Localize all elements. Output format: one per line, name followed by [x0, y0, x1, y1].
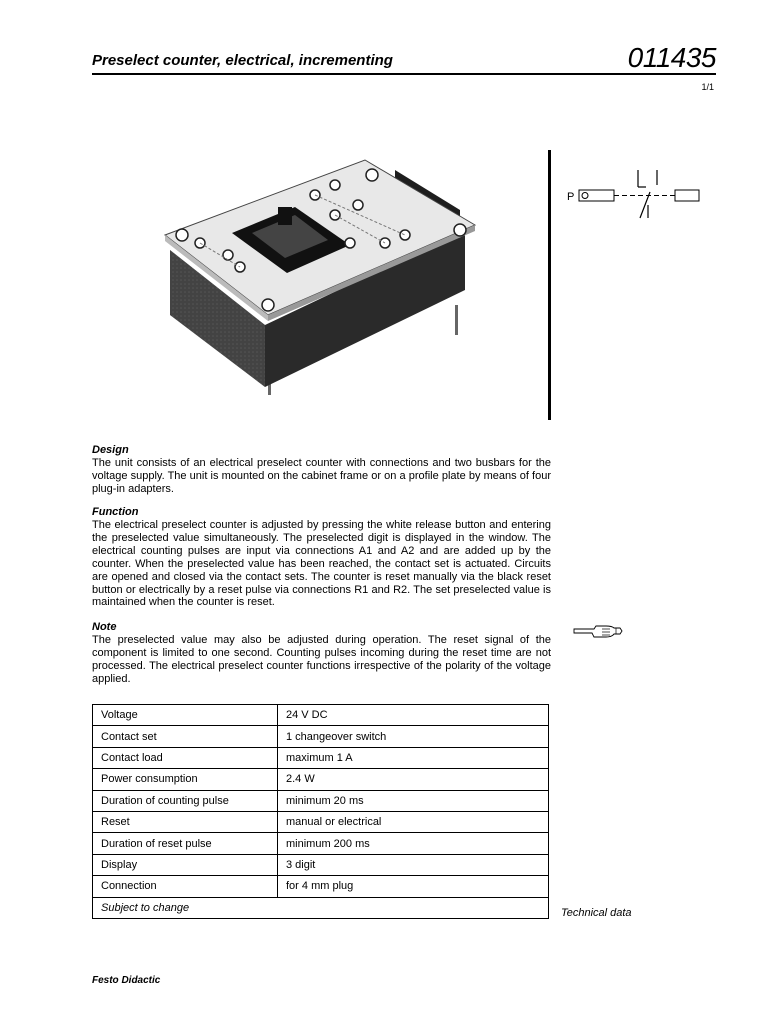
circuit-symbol — [562, 160, 707, 230]
table-row — [93, 747, 549, 768]
design-body: The unit consists of an electrical preselect counter with connections and two busbars for the voltage supply. The unit is mounted on the cabinet frame or on a profile plate by means of four plug-in adapters. — [92, 457, 551, 495]
photo-divider — [548, 150, 551, 420]
design-heading: Design — [92, 444, 129, 456]
spec-value: for 4 mm plug — [278, 876, 549, 897]
spec-value: minimum 20 ms — [278, 790, 549, 811]
table-row — [93, 769, 549, 790]
symbol-label: P — [567, 191, 575, 203]
table-row — [93, 790, 549, 811]
technical-data-table — [92, 704, 549, 919]
function-section — [92, 506, 551, 609]
table-row — [93, 854, 549, 875]
document-number: 011435 — [627, 42, 716, 73]
pointing-hand-icon — [572, 622, 624, 640]
spec-label: Power consumption — [93, 769, 278, 790]
spec-label: Contact load — [93, 747, 278, 768]
table-row — [93, 726, 549, 747]
spec-value: maximum 1 A — [278, 747, 549, 768]
page-count: 1/1 — [701, 82, 714, 92]
spec-label: Reset — [93, 811, 278, 832]
spec-label: Contact set — [93, 726, 278, 747]
title-rule — [92, 73, 716, 75]
product-photo — [160, 155, 480, 405]
note-body: The preselected value may also be adjusted during operation. The reset signal of the component is limited to one second. Counting pulses incoming during the reset time are not processed. The electrical preselect counter functions irrespective of the polarity of the voltage applied. — [92, 634, 551, 685]
spec-label: Duration of counting pulse — [93, 790, 278, 811]
spec-value: 2.4 W — [278, 769, 549, 790]
spec-label: Connection — [93, 876, 278, 897]
spec-label: Display — [93, 854, 278, 875]
spec-value: 1 changeover switch — [278, 726, 549, 747]
note-heading: Note — [92, 621, 117, 633]
note-section — [92, 621, 551, 686]
spec-value: minimum 200 ms — [278, 833, 549, 854]
spec-value: 3 digit — [278, 854, 549, 875]
spec-value: 24 V DC — [278, 705, 549, 726]
function-heading: Function — [92, 506, 139, 518]
spec-value: manual or electrical — [278, 811, 549, 832]
table-row — [93, 705, 549, 726]
design-section — [92, 444, 551, 496]
subject-to-change-note: Subject to change — [93, 897, 549, 918]
spec-label: Duration of reset pulse — [93, 833, 278, 854]
table-row — [93, 811, 549, 832]
table-row — [93, 833, 549, 854]
document-title: Preselect counter, electrical, incrementing — [92, 52, 393, 69]
technical-data-caption: Technical data — [561, 907, 632, 919]
table-note-row — [93, 897, 549, 918]
function-body: The electrical preselect counter is adjusted by pressing the white release button and entering the preselected value simultaneously. The preselected digit is displayed in the window. The electrical counting pulses are input via connections A1 and A2 and are added up by the counter. When the preselected value has been reached, the contact set is actuated. Circuits are opened and closed via the contact sets. The counter is reset manually via the black reset button or electrically by a reset pulse via connections R1 and R2. The set preselected value is maintained when the counter is reset. — [92, 519, 551, 609]
spec-label: Voltage — [93, 705, 278, 726]
table-row — [93, 876, 549, 897]
footer-publisher: Festo Didactic — [92, 975, 161, 986]
